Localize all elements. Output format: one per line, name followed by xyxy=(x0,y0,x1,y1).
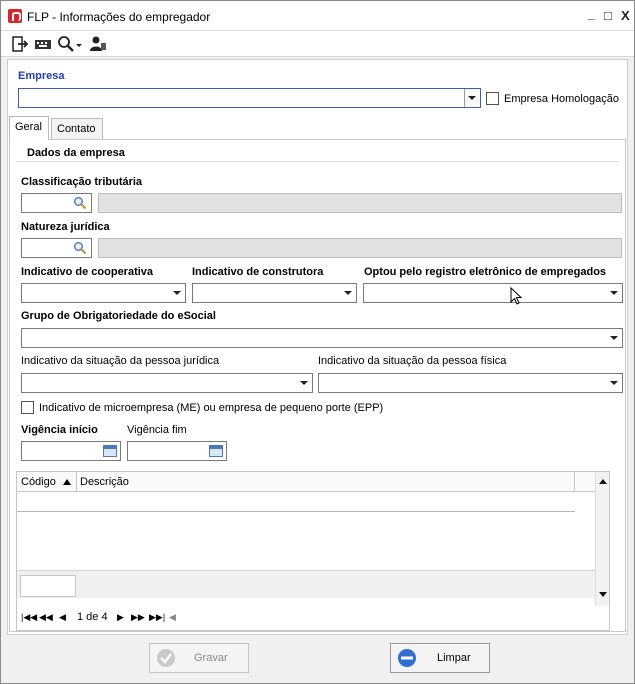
situacao-pf-label: Indicativo da situação da pessoa física xyxy=(318,355,507,367)
page-indicator: 1 de 4 xyxy=(77,611,108,623)
grupo-select[interactable] xyxy=(21,328,623,348)
vertical-scrollbar[interactable] xyxy=(595,472,609,606)
section-title: Dados da empresa xyxy=(27,147,125,159)
vigencia-fim-label: Vigência fim xyxy=(127,424,187,436)
empresa-homologacao-label: Empresa Homologação xyxy=(504,93,619,105)
section-header xyxy=(16,144,619,162)
search-icon[interactable] xyxy=(73,196,87,210)
grupo-label: Grupo de Obrigatoriedade do eSocial xyxy=(21,310,216,322)
column-descricao-label: Descrição xyxy=(80,476,129,488)
search-dropdown-icon[interactable] xyxy=(57,35,83,53)
natureza-description xyxy=(98,238,622,258)
chevron-down-icon xyxy=(610,336,618,340)
minimize-button[interactable]: _ xyxy=(588,6,596,21)
scroll-up-icon[interactable] xyxy=(599,479,607,484)
chevron-down-icon xyxy=(468,96,476,100)
filter-input[interactable] xyxy=(20,575,76,597)
situacao-pf-select[interactable] xyxy=(318,373,623,393)
keyboard-icon[interactable] xyxy=(34,35,52,53)
first-page-icon[interactable]: |◀◀ xyxy=(21,612,38,622)
grid-pager xyxy=(17,606,609,630)
situacao-pj-select[interactable] xyxy=(21,373,313,393)
next-page-icon[interactable]: ▶ xyxy=(117,612,124,622)
tab-panel-geral xyxy=(9,139,626,632)
vigencia-inicio-input[interactable] xyxy=(21,441,121,461)
clear-icon xyxy=(397,648,417,668)
form-content xyxy=(7,59,628,635)
grid-footer xyxy=(17,570,609,598)
chevron-down-icon xyxy=(300,381,308,385)
empresa-combo[interactable] xyxy=(18,88,481,108)
registro-select[interactable] xyxy=(363,283,623,303)
chevron-down-icon xyxy=(173,291,181,295)
table-row[interactable] xyxy=(17,493,575,512)
checkmark-icon xyxy=(156,648,176,668)
limpar-button[interactable] xyxy=(390,643,490,673)
chevron-down-icon xyxy=(610,291,618,295)
natureza-input[interactable] xyxy=(21,238,92,258)
cooperativa-label: Indicativo de cooperativa xyxy=(21,266,154,278)
cooperativa-select[interactable] xyxy=(21,283,186,303)
column-header-codigo[interactable] xyxy=(17,472,77,492)
scroll-down-icon[interactable] xyxy=(599,592,607,597)
toolbar xyxy=(1,31,634,57)
column-header-descricao[interactable] xyxy=(78,472,575,492)
column-codigo-label: Código xyxy=(21,476,56,488)
vigencia-inicio-label: Vigência início xyxy=(21,424,98,436)
grid-header xyxy=(17,472,609,492)
registro-label: Optou pelo registro eletrônico de empregados xyxy=(364,266,607,278)
tab-contato[interactable]: Contato xyxy=(51,118,103,140)
chevron-down-icon xyxy=(344,291,352,295)
vigencia-fim-input[interactable] xyxy=(127,441,227,461)
mouse-cursor-icon xyxy=(510,287,524,307)
title-bar xyxy=(1,1,634,31)
classificacao-description xyxy=(98,193,622,213)
empresa-label: Empresa xyxy=(18,70,65,82)
limpar-label: Limpar xyxy=(437,652,471,664)
window-title: FLP - Informações do empregador xyxy=(27,10,211,24)
maximize-button[interactable]: □ xyxy=(604,8,612,23)
search-icon[interactable] xyxy=(73,241,87,255)
scroll-left-icon[interactable]: ◀ xyxy=(169,612,176,622)
construtora-select[interactable] xyxy=(192,283,357,303)
app-logo-icon xyxy=(8,9,22,23)
exit-icon[interactable] xyxy=(11,35,29,53)
gravar-label: Gravar xyxy=(194,652,228,664)
sort-ascending-icon xyxy=(63,479,71,485)
gravar-button[interactable] xyxy=(149,643,249,673)
situacao-pj-label: Indicativo da situação da pessoa jurídica xyxy=(21,355,220,367)
microempresa-label: Indicativo de microempresa (ME) ou empresa de pequeno porte (EPP) xyxy=(39,402,384,414)
chevron-down-icon xyxy=(610,381,618,385)
previous-page-icon[interactable]: ◀ xyxy=(59,612,66,622)
user-icon[interactable] xyxy=(89,35,107,53)
tab-geral[interactable]: Geral xyxy=(9,116,49,140)
classificacao-label: Classificação tributária xyxy=(21,176,143,188)
microempresa-checkbox[interactable] xyxy=(21,401,34,414)
classificacao-input[interactable] xyxy=(21,193,92,213)
close-button[interactable]: X xyxy=(621,8,630,23)
calendar-icon[interactable] xyxy=(103,445,117,457)
construtora-label: Indicativo de construtora xyxy=(192,266,324,278)
empresa-homologacao-checkbox[interactable] xyxy=(486,92,499,105)
calendar-icon[interactable] xyxy=(209,445,223,457)
empresa-combo-button[interactable] xyxy=(464,89,480,107)
next-page-group-icon[interactable]: ▶▶ xyxy=(131,612,145,622)
data-grid xyxy=(16,471,610,631)
last-page-icon[interactable]: ▶▶| xyxy=(149,612,166,622)
natureza-label: Natureza jurídica xyxy=(21,221,110,233)
previous-page-group-icon[interactable]: ◀◀ xyxy=(39,612,53,622)
